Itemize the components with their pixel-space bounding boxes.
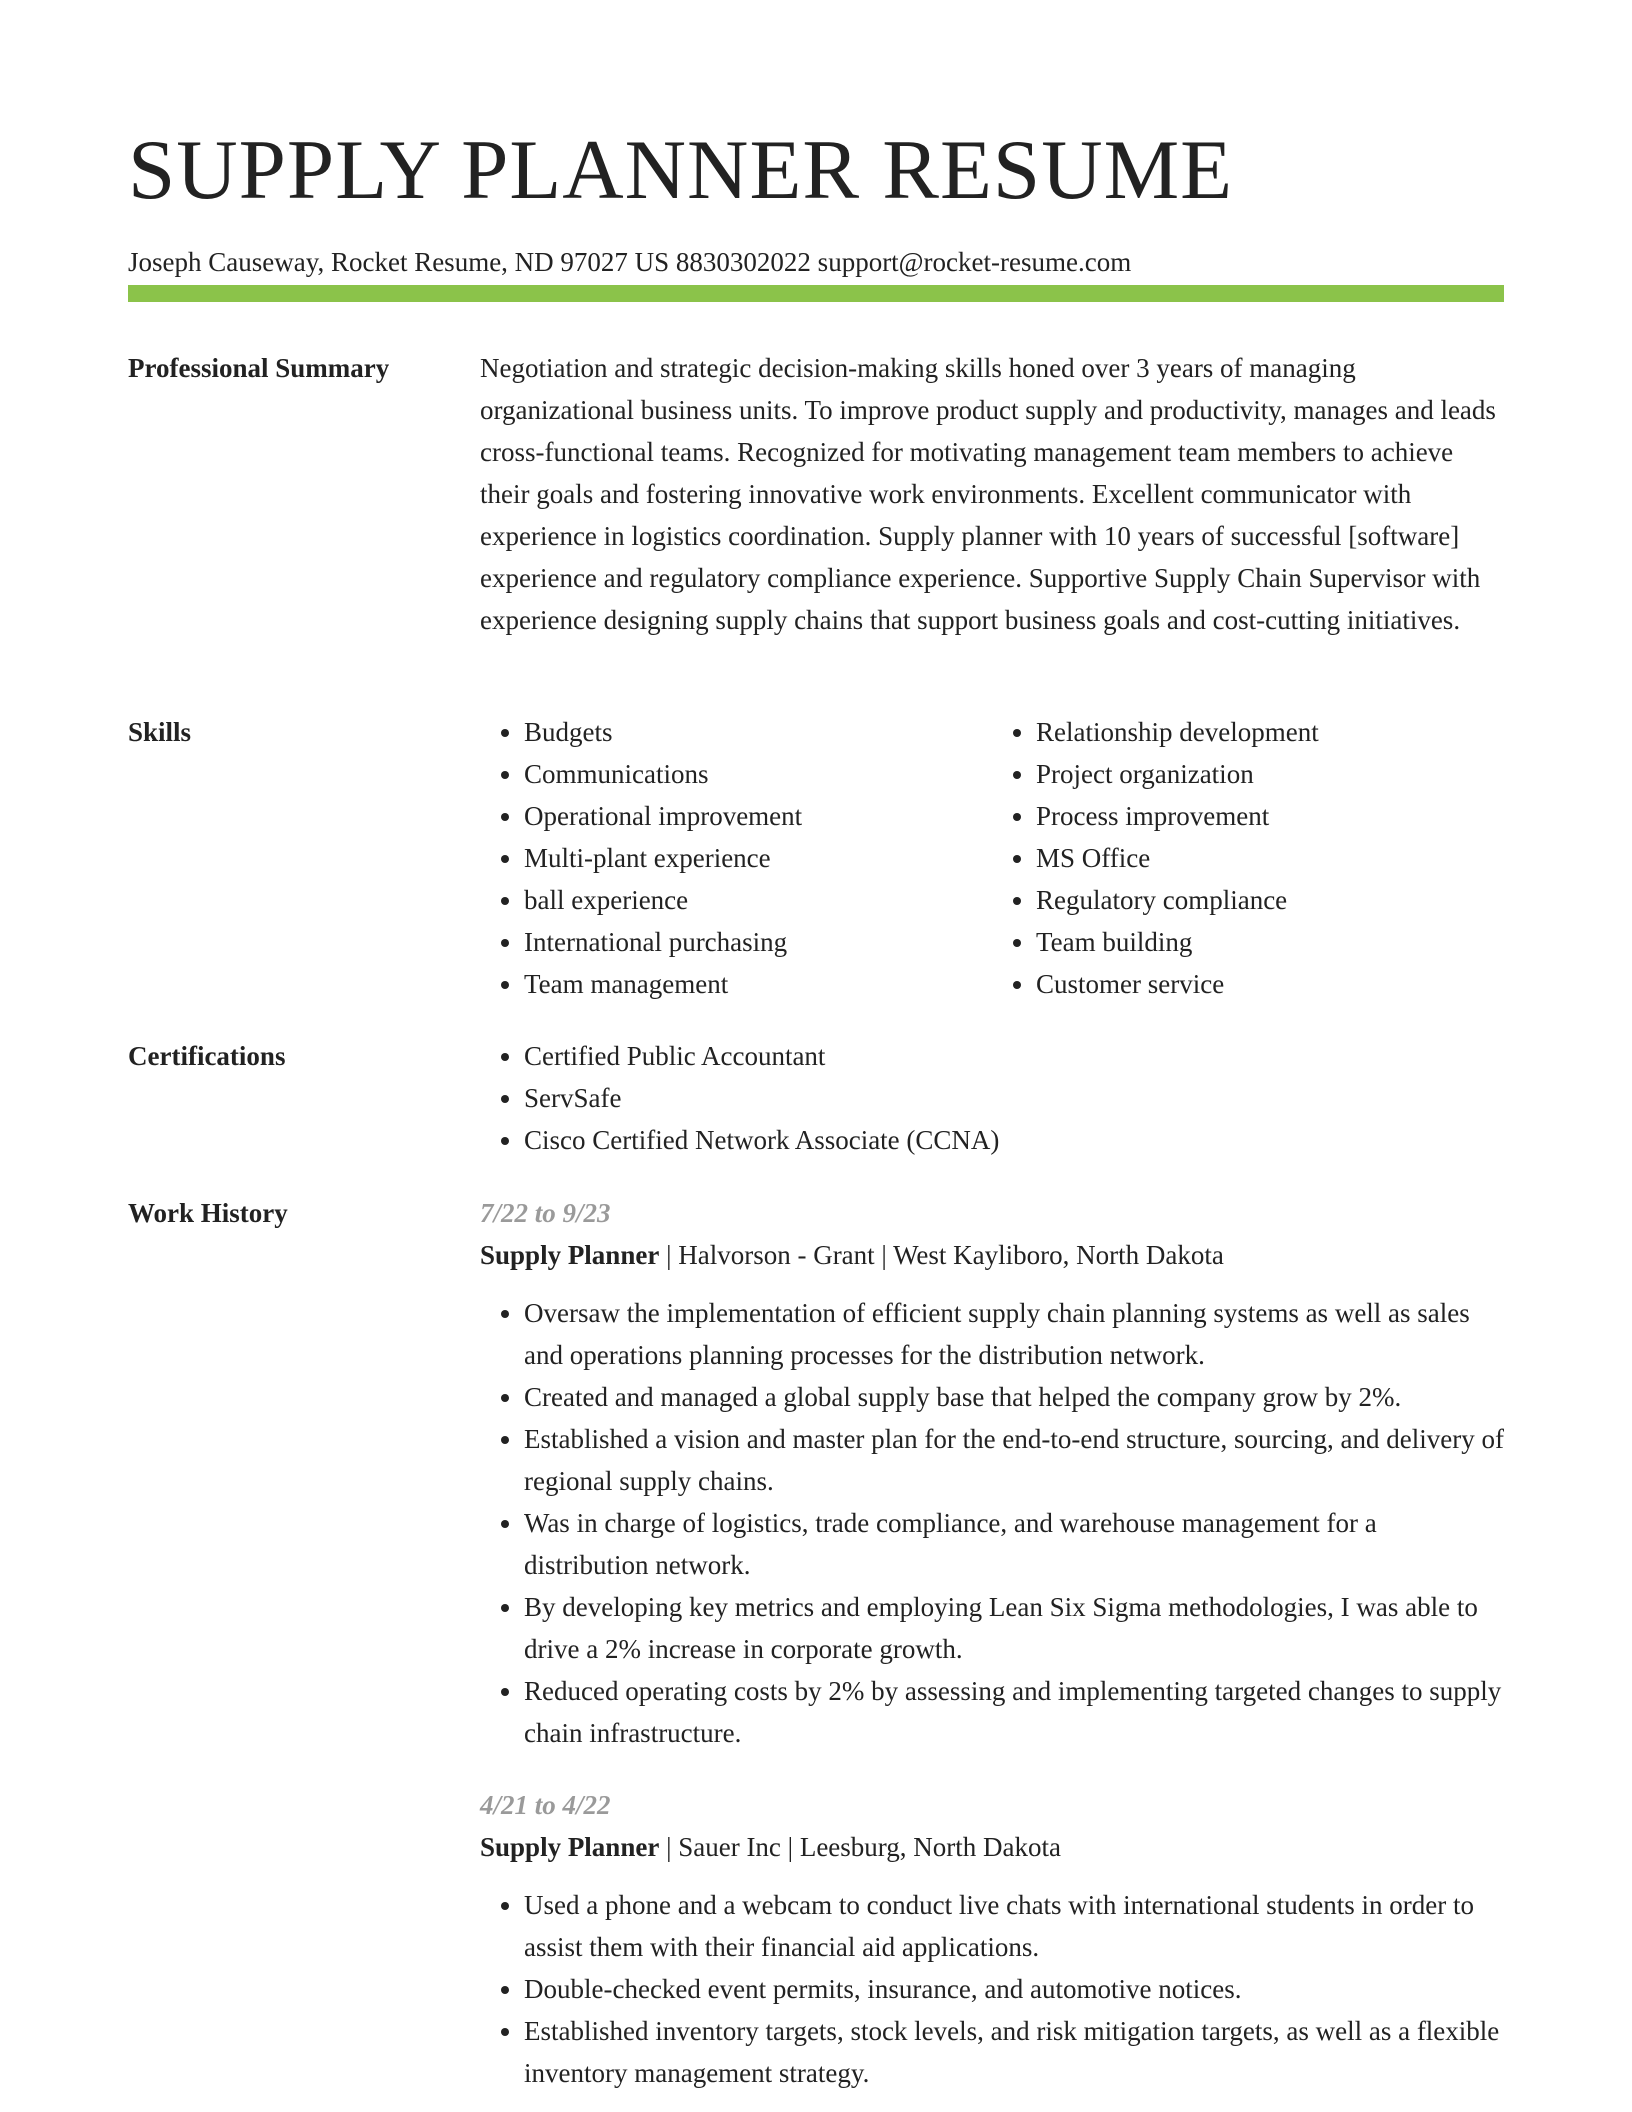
skills-heading: Skills	[128, 717, 192, 747]
skill-item: • ball experience	[524, 879, 992, 921]
job-entry	[480, 1784, 1504, 2094]
certifications-list	[480, 1035, 1504, 1161]
skills-column-1	[480, 711, 992, 1005]
resume-title: SUPPLY PLANNER RESUME	[128, 123, 1234, 217]
certifications-body	[480, 1035, 1504, 1161]
skill-item: • Regulatory compliance	[1036, 879, 1504, 921]
skill-item: • Process improvement	[1036, 795, 1504, 837]
resume-header	[128, 120, 1504, 280]
certifications-heading: Certifications	[128, 1041, 286, 1071]
skill-item: • MS Office	[1036, 837, 1504, 879]
job-bullet: • Double-checked event permits, insurance, and automotive notices.	[524, 1968, 1504, 2010]
contact-line: Joseph Causeway, Rocket Resume, ND 97027 US 8830302022 support@rocket-resume.com	[128, 247, 1132, 277]
job-details: | Sauer Inc | Leesburg, North Dakota	[659, 1832, 1062, 1862]
job-bullet: • Oversaw the implementation of efficient supply chain planning systems as well as sales and operations planning processes for the distribution network.	[524, 1292, 1504, 1376]
summary-body	[480, 347, 1504, 641]
job-bullet: • Was in charge of logistics, trade compliance, and warehouse management for a distribution network.	[524, 1502, 1504, 1586]
job-bullet: • Established a vision and master plan for the end-to-end structure, sourcing, and delivery of regional supply chains.	[524, 1418, 1504, 1502]
job-entry	[480, 1192, 1504, 1754]
certification-item: • Cisco Certified Network Associate (CCNA)	[524, 1119, 1504, 1161]
skill-item: • International purchasing	[524, 921, 992, 963]
job-role: Supply Planner	[480, 1832, 660, 1862]
skill-item: • Relationship development	[1036, 711, 1504, 753]
job-bullet: • Established inventory targets, stock levels, and risk mitigation targets, as well as a flexible inventory management strategy.	[524, 2010, 1504, 2094]
skills-column-2	[992, 711, 1504, 1005]
skill-item: • Operational improvement	[524, 795, 992, 837]
summary-heading: Professional Summary	[128, 353, 390, 383]
job-bullet: • Used a phone and a webcam to conduct live chats with international students in order to assist them with their financial aid applications.	[524, 1884, 1504, 1968]
job-bullets	[480, 1884, 1504, 2094]
skill-item: • Communications	[524, 753, 992, 795]
skills-body	[480, 711, 1504, 1005]
skill-item: • Project organization	[1036, 753, 1504, 795]
certification-item: • Certified Public Accountant	[524, 1035, 1504, 1077]
work-history-body	[480, 1192, 1504, 2094]
accent-divider	[128, 285, 1504, 302]
skill-item: • Budgets	[524, 711, 992, 753]
job-dates: 7/22 to 9/23	[480, 1198, 611, 1228]
job-bullet: • Reduced operating costs by 2% by assessing and implementing targeted changes to supply chain infrastructure.	[524, 1670, 1504, 1754]
skill-item: • Team building	[1036, 921, 1504, 963]
skill-item: • Customer service	[1036, 963, 1504, 1005]
summary-text: Negotiation and strategic decision-making skills honed over 3 years of managing organizational business units. To improve product supply and productivity, manages and leads cross-functional teams. Recognized for motivating management team members to achieve their goals and fostering innovative work environments. Excellent communicator with experience in logistics coordination. Supply planner with 10 years of successful [software] experience and regulatory compliance experience. Supportive Supply Chain Supervisor with experience designing supply chains that support business goals and cost-cutting initiatives.	[480, 353, 1496, 635]
skill-item: • Multi-plant experience	[524, 837, 992, 879]
job-bullets	[480, 1292, 1504, 1754]
job-title-line	[480, 1234, 1504, 1276]
skill-item: • Team management	[524, 963, 992, 1005]
job-dates: 4/21 to 4/22	[480, 1790, 611, 1820]
certification-item: • ServSafe	[524, 1077, 1504, 1119]
job-bullet: • By developing key metrics and employing Lean Six Sigma methodologies, I was able to drive a 2% increase in corporate growth.	[524, 1586, 1504, 1670]
job-details: | Halvorson - Grant | West Kayliboro, North Dakota	[659, 1240, 1224, 1270]
job-bullet: • Created and managed a global supply base that helped the company grow by 2%.	[524, 1376, 1504, 1418]
job-title-line	[480, 1826, 1504, 1868]
job-role: Supply Planner	[480, 1240, 660, 1270]
work-history-heading: Work History	[128, 1198, 288, 1228]
